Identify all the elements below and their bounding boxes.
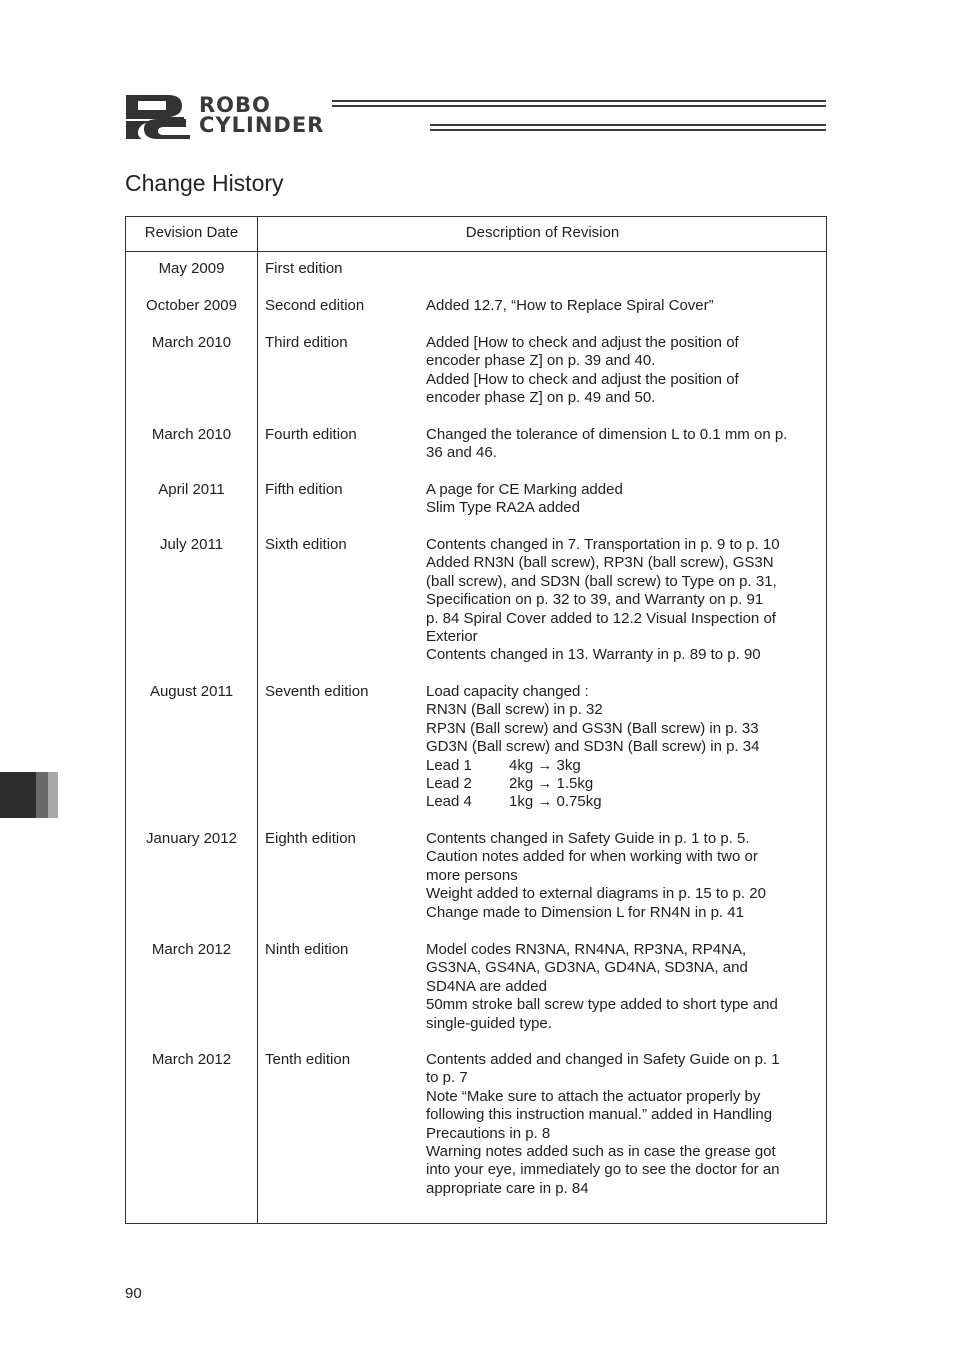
revision-date: March 2010 (151, 426, 232, 443)
rc-logo-mark-icon (124, 93, 192, 141)
note-line: Change made to Dimension L for RN4N in p. 41 (426, 903, 744, 921)
note-line: Note “Make sure to attach the actuator properly by (426, 1087, 761, 1105)
note-line: Contents added and changed in Safety Guide on p. 1 (426, 1051, 780, 1068)
logo-word-cylinder: CYLINDER (199, 113, 325, 137)
header-rule (430, 124, 826, 126)
note-line: 50mm stroke ball screw type added to short type and (426, 996, 778, 1014)
note-line: Weight added to external diagrams in p. 15 to p. 20 (426, 885, 766, 903)
revision-date: October 2009 (146, 297, 237, 314)
note-line: GS3NA, GS4NA, GD3NA, GD4NA, SD3NA, and (426, 959, 748, 977)
edition-name: Third edition (265, 334, 348, 351)
note-line: Specification on p. 32 to 39, and Warranty on p. 91 (426, 591, 764, 609)
revision-notes (426, 683, 818, 812)
note-line: more persons (426, 866, 518, 884)
edition-name: Tenth edition (265, 1051, 351, 1068)
header-rule (430, 129, 826, 131)
note-line: Added 12.7, “How to Replace Spiral Cover” (426, 297, 714, 314)
note-line: Caution notes added for when working with two or (426, 848, 758, 866)
page-title: Change History (125, 170, 284, 196)
revision-notes (426, 426, 818, 463)
edition-name: Fifth edition (265, 481, 343, 498)
lead-change-line (426, 775, 818, 793)
column-divider (257, 217, 258, 1223)
note-line: GD3N (Ball screw) and SD3N (Ball screw) in p. 34 (426, 738, 760, 756)
header-rule (332, 100, 826, 102)
note-line: Added [How to check and adjust the position of (426, 370, 739, 388)
header-rule (332, 105, 826, 107)
thumb-tab-light (48, 772, 58, 818)
lead-label: Lead 1 (426, 756, 472, 774)
revision-date: May 2009 (158, 260, 225, 277)
revision-date: January 2012 (146, 830, 237, 847)
revision-notes (426, 297, 818, 315)
edition-name: Eighth edition (265, 830, 356, 847)
column-header-description: Description of Revision (465, 224, 620, 241)
logo-word-robo: ROBO (199, 93, 271, 117)
note-line: Contents changed in 7. Transportation in p. 9 to p. 10 (426, 536, 780, 553)
revision-date: March 2012 (151, 941, 232, 958)
edition-name: Fourth edition (265, 426, 357, 443)
thumb-tab-dark (0, 772, 36, 818)
note-line: Slim Type RA2A added (426, 499, 580, 517)
revision-notes (426, 1051, 818, 1198)
edition-name: Second edition (265, 297, 365, 314)
note-line: Added [How to check and adjust the position of (426, 334, 739, 351)
revision-date: August 2011 (149, 683, 234, 700)
edition-name: Ninth edition (265, 941, 349, 958)
note-line: Precautions in p. 8 (426, 1124, 551, 1142)
note-line: (ball screw), and SD3N (ball screw) to Type on p. 31, (426, 572, 777, 590)
lead-change-line (426, 757, 818, 775)
chapter-thumb-tab (0, 772, 58, 818)
note-line: Contents changed in 13. Warranty in p. 89 to p. 90 (426, 646, 761, 664)
note-line: into your eye, immediately go to see the doctor for an (426, 1161, 780, 1179)
note-line: SD4NA are added (426, 977, 547, 995)
note-line: RN3N (Ball screw) in p. 32 (426, 701, 603, 719)
revision-notes (426, 536, 818, 665)
revision-notes (426, 481, 818, 518)
revision-date: April 2011 (158, 481, 225, 498)
page-number: 90 (125, 1285, 142, 1302)
thumb-tab-mid (36, 772, 48, 818)
column-header-revision-date: Revision Date (144, 224, 239, 241)
note-line: appropriate care in p. 84 (426, 1179, 589, 1197)
note-line: A page for CE Marking added (426, 481, 623, 498)
edition-name: Sixth edition (265, 536, 347, 553)
revision-notes (426, 941, 818, 1033)
note-line: to p. 7 (426, 1069, 468, 1087)
revision-notes (426, 830, 818, 922)
lead-change-line (426, 793, 818, 811)
note-line: encoder phase Z] on p. 49 and 50. (426, 389, 656, 407)
revision-date: July 2011 (159, 536, 224, 553)
note-line: Exterior (426, 628, 478, 646)
revision-date: March 2010 (151, 334, 232, 351)
lead-label: Lead 4 (426, 793, 472, 811)
edition-name: Seventh edition (265, 683, 369, 700)
note-line: Changed the tolerance of dimension L to 0.1 mm on p. (426, 426, 788, 443)
revision-date: March 2012 (151, 1051, 232, 1068)
note-line: RP3N (Ball screw) and GS3N (Ball screw) in p. 33 (426, 719, 759, 737)
lead-change: 2kg → 1.5kg (509, 775, 594, 793)
note-line: p. 84 Spiral Cover added to 12.2 Visual Inspection of (426, 609, 776, 627)
note-line: Warning notes added such as in case the grease got (426, 1143, 776, 1161)
note-line: single-guided type. (426, 1014, 552, 1032)
revision-notes (426, 334, 818, 408)
edition-name: First edition (265, 260, 343, 277)
header-divider (126, 251, 826, 252)
note-line: 36 and 46. (426, 444, 497, 462)
note-line: Model codes RN3NA, RN4NA, RP3NA, RP4NA, (426, 941, 747, 958)
note-line: Added RN3N (ball screw), RP3N (ball screw), GS3N (426, 554, 774, 572)
note-line: Load capacity changed : (426, 683, 589, 700)
lead-label: Lead 2 (426, 775, 472, 793)
lead-change: 4kg → 3kg (509, 756, 581, 774)
note-line: encoder phase Z] on p. 39 and 40. (426, 352, 656, 370)
note-line: Contents changed in Safety Guide in p. 1 to p. 5. (426, 830, 750, 847)
lead-change: 1kg → 0.75kg (509, 793, 602, 811)
note-line: following this instruction manual.” added in Handling (426, 1106, 773, 1124)
